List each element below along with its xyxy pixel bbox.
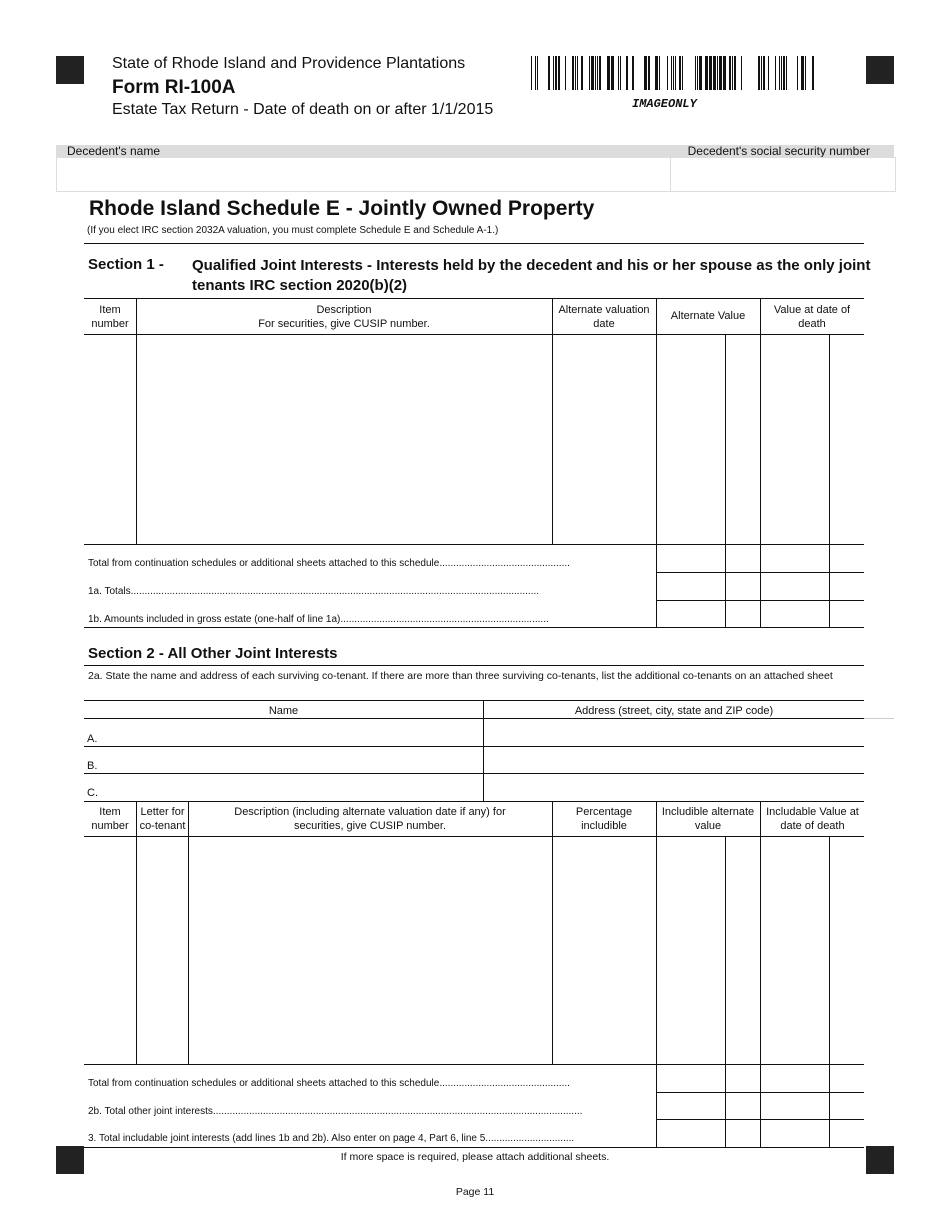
section2-other-line: 2b. Total other joint interests..................................................................................................................................... (88, 1106, 583, 1117)
cotenant-label-a: A. (87, 733, 98, 745)
cotenant-label-c: C. (87, 787, 98, 799)
table-rule (84, 700, 864, 701)
col-divider (656, 801, 657, 1147)
col-letter-for-cotenant: Letter for co-tenant (139, 806, 186, 832)
section1-heading: Qualified Joint Interests - Interests held by the decedent and his or her spouse as the only joint tenants IRC section 2020(b)(2) (192, 257, 871, 294)
section2-total-line: 3. Total includable joint interests (add lines 1b and 2b). Also enter on page 4, Part 6, line 5................................ (88, 1133, 575, 1144)
col-item-number: Item number (91, 806, 129, 832)
section1-continuation-line: Total from continuation schedules or additional sheets attached to this schedule............................................... (88, 558, 570, 569)
cotenant-name-header: Name (268, 705, 299, 717)
section1-number: Section 1 - (88, 256, 164, 273)
divider (84, 665, 864, 666)
footer-note: If more space is required, please attach additional sheets. (340, 1151, 610, 1163)
decedent-name-field[interactable] (56, 157, 671, 192)
col-divider (136, 801, 137, 1064)
table-rule (84, 1064, 864, 1065)
section1-amounts-line: 1b. Amounts included in gross estate (one-half of line 1a)........................................................................... (88, 614, 549, 625)
table-rule (84, 836, 864, 837)
col-percentage-includible: Percentage includible (575, 806, 633, 832)
col-divider (760, 298, 761, 628)
page-number: Page 11 (455, 1186, 495, 1198)
table-rule (656, 572, 864, 573)
col-divider (656, 298, 657, 628)
col-includible-alternate-value: Includible alternate value (661, 806, 755, 832)
decedent-ssn-label: Decedent's social security number (687, 144, 870, 158)
col-divider (552, 298, 553, 544)
return-title: Estate Tax Return - Date of death on or after 1/1/2015 (112, 101, 494, 118)
col-description (137, 303, 551, 331)
table-rule (656, 600, 864, 601)
col-divider (725, 836, 726, 1147)
divider (84, 243, 864, 244)
table-rule (84, 746, 864, 747)
cotenant-label-b: B. (87, 760, 98, 772)
col-includable-value-at-death: Includable Value at date of death (766, 806, 859, 832)
table-rule (656, 1092, 864, 1093)
section2-heading: Section 2 - All Other Joint Interests (88, 645, 338, 662)
table-rule (864, 718, 894, 719)
registration-mark-top-left (56, 56, 84, 84)
table-rule (656, 1119, 864, 1120)
col-description-line1: Description (316, 304, 372, 316)
registration-mark-top-right (866, 56, 894, 84)
col-divider (829, 334, 830, 628)
schedule-title: Rhode Island Schedule E - Jointly Owned Property (89, 197, 595, 220)
col-divider (725, 334, 726, 628)
decedent-ssn-field[interactable] (670, 157, 896, 192)
section2-instruction: 2a. State the name and address of each surviving co-tenant. If there are more than three surviving co-tenants, list the additional co-tenants on an attached sheet (88, 670, 833, 682)
col-description: Description (including alternate valuation date if any) for securities, give CUSIP number. (234, 806, 506, 832)
col-value-at-death: Value at date of death (773, 304, 851, 330)
state-name: State of Rhode Island and Providence Plantations (112, 55, 466, 72)
col-divider (136, 298, 137, 544)
table-rule (84, 1147, 864, 1148)
col-divider (829, 836, 830, 1147)
col-item-number: Item number (91, 304, 129, 330)
decedent-name-label: Decedent's name (67, 144, 161, 158)
table-rule (84, 718, 864, 719)
form-number: Form RI-100A (112, 77, 236, 98)
col-divider (760, 801, 761, 1147)
barcode-caption: IMAGEONLY (632, 97, 697, 111)
table-rule (84, 773, 864, 774)
col-alternate-value: Alternate Value (670, 310, 746, 322)
cotenant-address-header: Address (street, city, state and ZIP code) (574, 705, 774, 717)
col-alternate-date: Alternate valuation date (558, 304, 650, 330)
section2-continuation-line: Total from continuation schedules or additional sheets attached to this schedule............................................... (88, 1078, 570, 1089)
col-divider (552, 801, 553, 1064)
barcode-image (531, 56, 817, 90)
section1-totals-line: 1a. Totals................................................................................................................................................... (88, 586, 540, 597)
col-description-line2: For securities, give CUSIP number. (258, 318, 430, 330)
table-rule (84, 544, 864, 545)
table-rule (84, 627, 864, 628)
table-rule (84, 801, 864, 802)
col-divider (188, 801, 189, 1064)
table-rule (84, 334, 864, 335)
table-rule (84, 298, 864, 299)
schedule-note: (If you elect IRC section 2032A valuation, you must complete Schedule E and Schedule A-1.) (87, 225, 499, 236)
